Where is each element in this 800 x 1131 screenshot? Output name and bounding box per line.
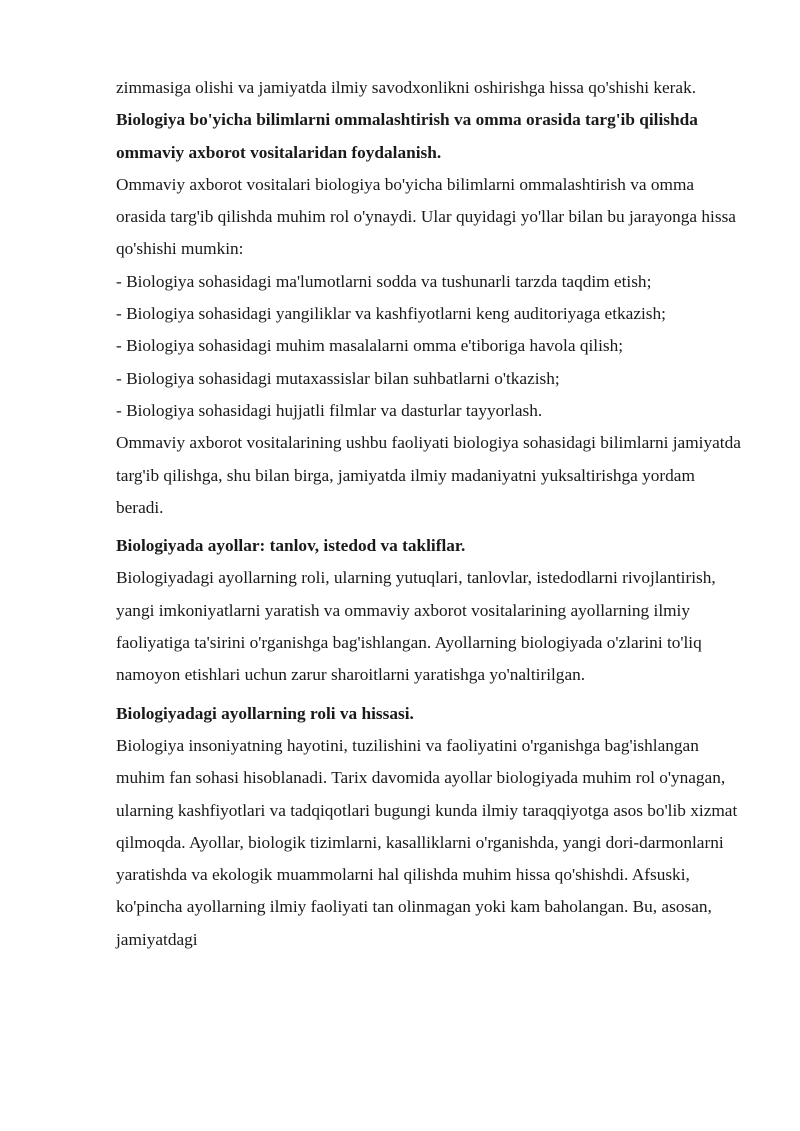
- list-item: - Biologiya sohasidagi yangiliklar va kashfiyotlarni keng auditoriyaga etkazish;: [116, 304, 666, 324]
- heading-women-in-biology: Biologiyada ayollar: tanlov, istedod va takliflar.: [116, 536, 466, 556]
- heading-media-popularization: Biologiya bo'yicha bilimlarni ommalashtirish va omma orasida targ'ib qilishda ommaviy axborot vositalaridan foydalanish.: [116, 110, 698, 162]
- list-item: - Biologiya sohasidagi hujjatli filmlar va dasturlar tayyorlash.: [116, 400, 543, 420]
- media-contribution-list: [116, 266, 746, 427]
- paragraph-intro: zimmasiga olishi va jamiyatda ilmiy savodxonlikni oshirishga hissa qo'shishi kerak.: [116, 78, 697, 97]
- heading-women-role: Biologiyadagi ayollarning roli va hissasi.: [116, 703, 414, 723]
- paragraph-media-summary: Ommaviy axborot vositalarining ushbu faoliyati biologiya sohasidagi bilimlarni jamiyatda targ'ib qilishga, shu bilan birga, jamiyatda ilmiy madaniyatni yuksaltirishga yordam beradi.: [116, 433, 741, 517]
- list-item: - Biologiya sohasidagi muhim masalalarni omma e'tiboriga havola qilish;: [116, 336, 624, 356]
- list-item: - Biologiya sohasidagi ma'lumotlarni sodda va tushunarli tarzda taqdim etish;: [116, 271, 652, 291]
- paragraph-women-history: Biologiya insoniyatning hayotini, tuzilishini va faoliyatini o'rganishga bag'ishlangan muhim fan sohasi hisoblanadi. Tarix davomida ayollar biologiyada muhim rol o'ynagan, ularning kashfiyotlari va tadqiqotlari bugungi kunda ilmiy taraqqiyotga asos bo'lib xizmat qilmoqda. Ayollar, biologik tizimlarni, kasalliklarni o'rganishda, yangi dori-darmonlarni yaratishda va ekologik muammolarni hal qilishda muhim hissa qo'shishdi. Afsuski, ko'pincha ayollarning ilmiy faoliyati tan olinmagan yoki kam baholangan. Bu, asosan, jamiyatdagi: [116, 735, 738, 949]
- paragraph-media-role: Ommaviy axborot vositalari biologiya bo'yicha bilimlarni ommalashtirish va omma orasida targ'ib qilishda muhim rol o'ynaydi. Ular quyidagi yo'llar bilan bu jarayonga hissa qo'shishi mumkin:: [116, 174, 736, 259]
- paragraph-women-overview: Biologiyadagi ayollarning roli, ularning yutuqlari, tanlovlar, istedodlarni rivojlantirish, yangi imkoniyatlarni yaratish va ommaviy axborot vositalarining ayollarning ilmiy faoliyatiga ta'sirini o'rganishga bag'ishlangan. Ayollarning biologiyada o'zlarini to'liq namoyon etishlari uchun zarur sharoitlarni yaratishga yo'naltirilgan.: [116, 568, 716, 685]
- document-page: [116, 72, 746, 956]
- list-item: - Biologiya sohasidagi mutaxassislar bilan suhbatlarni o'tkazish;: [116, 368, 560, 388]
